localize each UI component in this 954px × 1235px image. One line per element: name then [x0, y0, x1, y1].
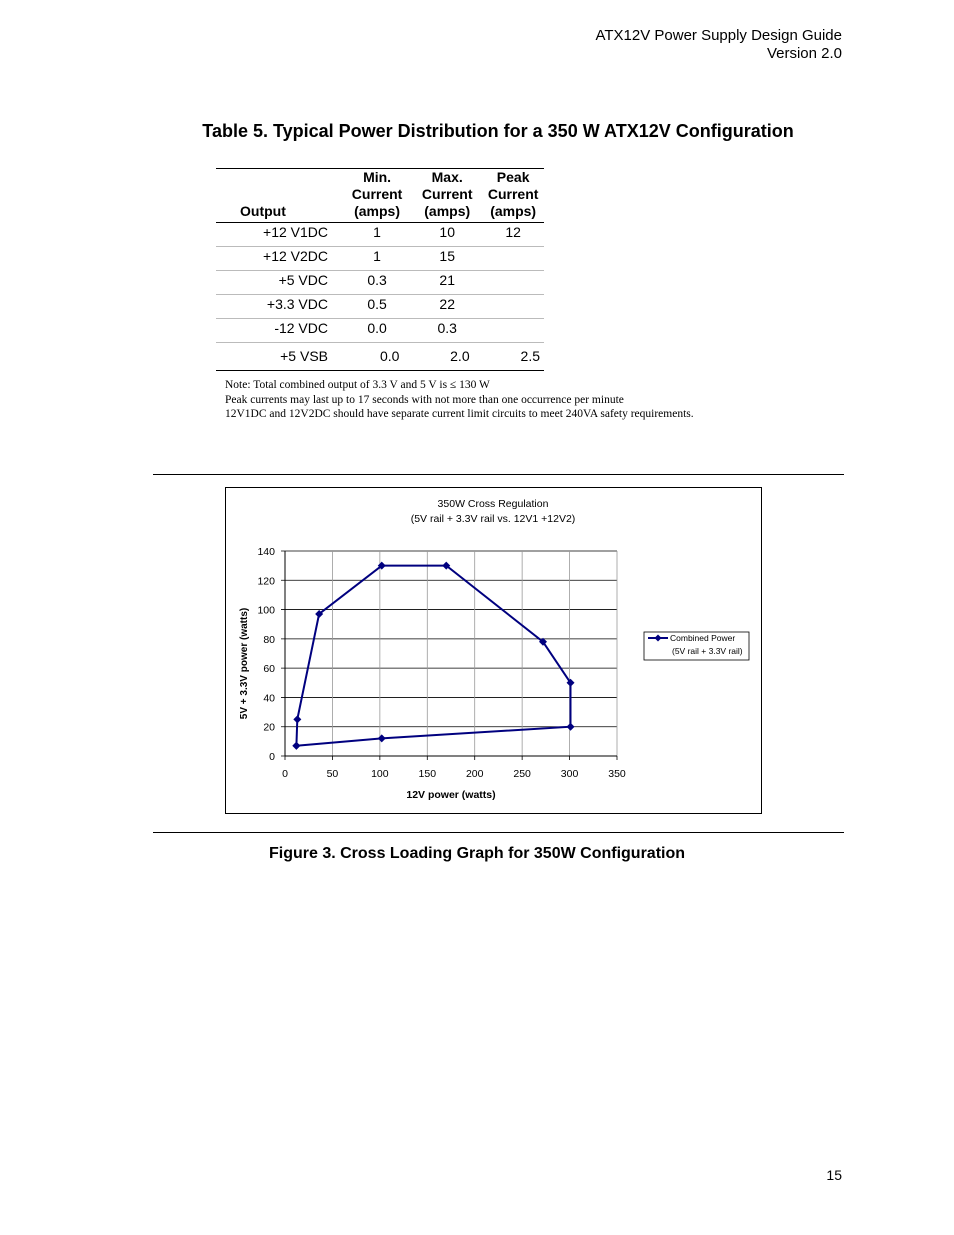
col-header-min-current: Min. Current (amps): [342, 169, 412, 223]
header-version: Version 2.0: [766, 45, 842, 62]
cell-output: +12 V2DC: [216, 247, 342, 271]
cell-min: 0.5: [342, 295, 412, 319]
x-tick-label: 150: [418, 768, 437, 780]
cell-output: +3.3 VDC: [216, 295, 342, 319]
x-tick-label: 200: [465, 768, 484, 780]
y-tick-label: 120: [257, 575, 275, 588]
table-row: [216, 319, 544, 343]
note-line: Note: Total combined output of 3.3 V and 5 V is ≤ 130 W: [225, 379, 490, 391]
col-header-peak-current: Peak Current (amps): [482, 169, 544, 223]
cross-regulation-chart: [226, 488, 761, 813]
x-tick-label: 250: [513, 768, 531, 780]
y-tick-label: 0: [269, 751, 275, 763]
cell-min: 1: [342, 247, 412, 271]
y-tick-label: 60: [263, 663, 275, 676]
header-doc-title: ATX12V Power Supply Design Guide: [595, 27, 842, 44]
y-tick-label: 140: [257, 546, 275, 558]
x-tick-label: 0: [282, 768, 288, 780]
y-tick-label: 80: [263, 633, 275, 646]
cell-max: 15: [412, 247, 482, 271]
x-axis-label: 12V power (watts): [406, 789, 496, 801]
data-point: [293, 715, 301, 723]
x-tick-label: 50: [326, 768, 339, 780]
table-row: [216, 295, 544, 319]
cell-min: 0.0: [342, 343, 412, 371]
cell-min: 1: [342, 223, 412, 247]
cell-max: 21: [412, 271, 482, 295]
y-axis-label: 5V + 3.3V power (watts): [239, 607, 250, 720]
cell-output: +5 VDC: [216, 271, 342, 295]
figure-top-rule: [153, 474, 844, 475]
x-tick-label: 350: [608, 768, 626, 780]
col-header-output: Output: [216, 169, 342, 223]
series-line: [296, 566, 570, 746]
cell-min: 0.0: [342, 319, 412, 343]
table-notes: [225, 378, 694, 422]
note-line: Peak currents may last up to 17 seconds with not more than one occurrence per minute: [225, 393, 624, 406]
cell-max: 22: [412, 295, 482, 319]
data-point: [567, 723, 575, 731]
data-point: [292, 742, 300, 750]
y-tick-label: 100: [257, 604, 275, 617]
cell-peak: 12: [482, 223, 544, 247]
power-distribution-table: [216, 168, 544, 371]
col-header-max-current: Max. Current (amps): [412, 169, 482, 223]
x-tick-label: 100: [371, 768, 389, 780]
page-header: [595, 27, 842, 63]
data-point: [378, 734, 386, 742]
legend-label: Combined Power: [670, 633, 736, 643]
legend-label-line2: (5V rail + 3.3V rail): [672, 646, 743, 656]
cell-peak: 2.5: [482, 343, 544, 371]
x-tick-label: 300: [560, 768, 579, 780]
cell-output: +12 V1DC: [216, 223, 342, 247]
page-number: 15: [826, 1167, 842, 1183]
table-row: [216, 343, 544, 371]
chart-title: 350W Cross Regulation: [437, 498, 549, 510]
note-line: 12V1DC and 12V2DC should have separate current limit circuits to meet 240VA safety requirements.: [225, 408, 694, 421]
cell-min: 0.3: [342, 271, 412, 295]
y-tick-label: 20: [263, 721, 275, 734]
cell-max: 2.0: [412, 343, 482, 371]
cell-max: 0.3: [412, 319, 482, 343]
figure-caption: Figure 3. Cross Loading Graph for 350W Configuration: [268, 845, 686, 862]
chart-frame: [225, 487, 762, 814]
cell-peak: [482, 247, 544, 271]
cell-peak: [482, 271, 544, 295]
table-title: Table 5. Typical Power Distribution for a 350 W ATX12V Configuration: [202, 121, 794, 141]
table-row: [216, 271, 544, 295]
y-tick-label: 40: [263, 692, 275, 705]
cell-peak: [482, 319, 544, 343]
table-row: [216, 247, 544, 271]
cell-output: -12 VDC: [216, 319, 342, 343]
chart-subtitle: (5V rail + 3.3V rail vs. 12V1 +12V2): [410, 513, 576, 525]
table-row: [216, 223, 544, 247]
cell-output: +5 VSB: [216, 343, 342, 371]
cell-peak: [482, 295, 544, 319]
figure-bottom-rule: [153, 832, 844, 833]
table-header-row: [216, 169, 544, 223]
cell-max: 10: [412, 223, 482, 247]
